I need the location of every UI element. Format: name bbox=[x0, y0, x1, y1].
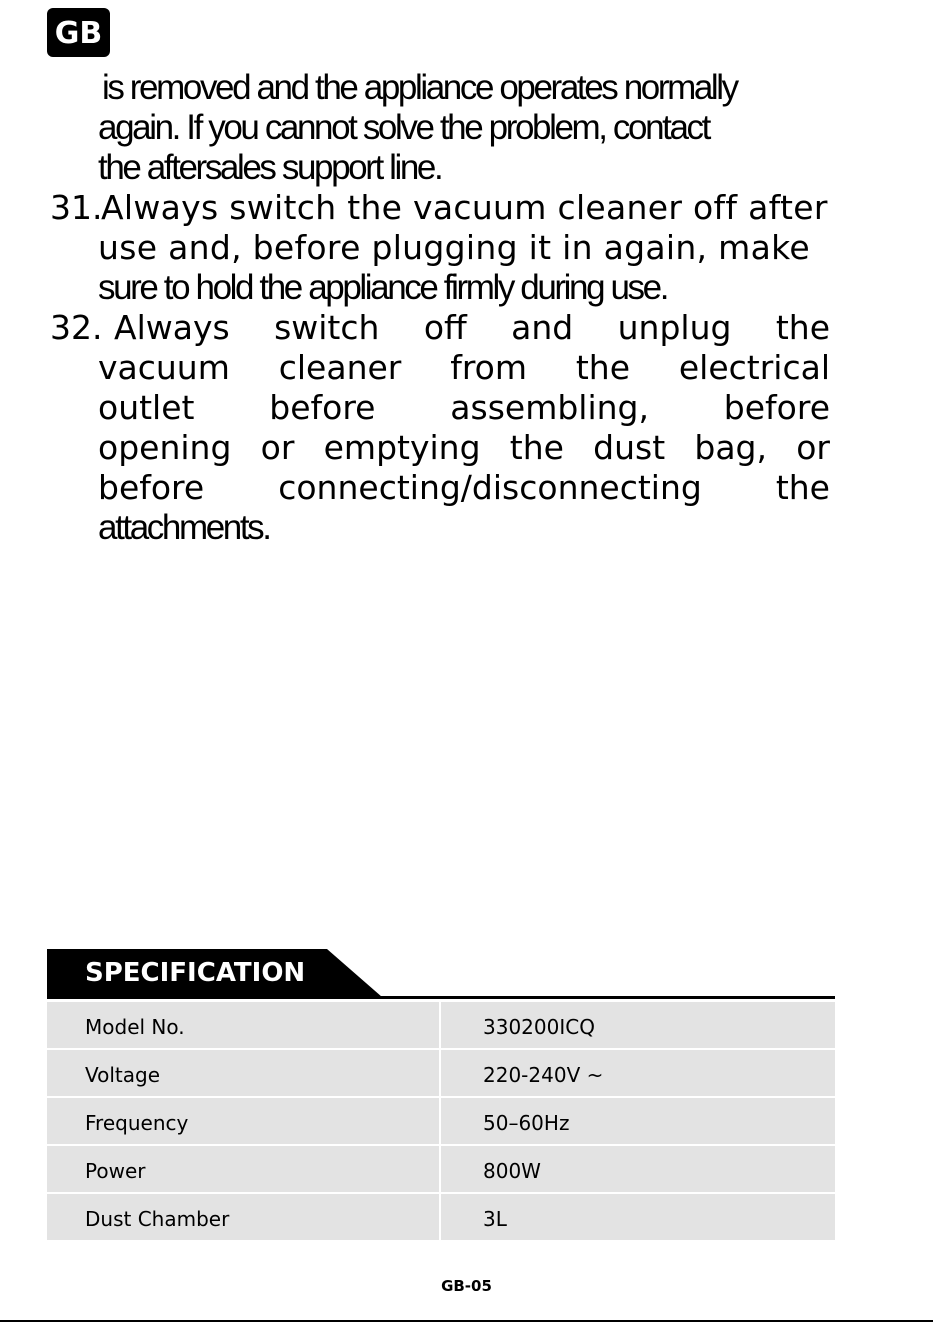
item-31-line-1: Always switch the vacuum cleaner off after bbox=[101, 188, 828, 227]
item-32-line-1: Always switch off and unplug the bbox=[114, 308, 830, 347]
continuation-line-1: is removed and the appliance operates normally bbox=[102, 68, 737, 107]
item-32-number: 32. bbox=[50, 308, 103, 347]
language-badge bbox=[47, 8, 110, 57]
language-badge-label: GB bbox=[54, 16, 103, 51]
item-32-line-6: attachments. bbox=[98, 508, 270, 547]
table-row bbox=[47, 1098, 835, 1144]
spec-label-frequency: Frequency bbox=[47, 1098, 439, 1144]
spec-value-model: 330200ICQ bbox=[441, 1002, 835, 1048]
page-bottom-divider bbox=[0, 1320, 933, 1322]
spec-label-voltage: Voltage bbox=[47, 1050, 439, 1096]
specification-title: SPECIFICATION bbox=[85, 958, 306, 988]
spec-label-model: Model No. bbox=[47, 1002, 439, 1048]
spec-value-dust-chamber: 3L bbox=[441, 1194, 835, 1240]
table-row bbox=[47, 1146, 835, 1192]
spec-value-frequency: 50–60Hz bbox=[441, 1098, 835, 1144]
continuation-line-2: again. If you cannot solve the problem, contact bbox=[98, 108, 709, 147]
item-31-line-3: sure to hold the appliance firmly during use. bbox=[98, 268, 668, 307]
item-31-line-2: use and, before plugging it in again, make bbox=[98, 228, 810, 267]
item-32-line-2: vacuum cleaner from the electrical bbox=[98, 348, 830, 387]
item-32-line-4: opening or emptying the dust bag, or bbox=[98, 428, 830, 467]
specification-divider bbox=[47, 996, 835, 999]
table-row bbox=[47, 1002, 835, 1048]
item-32-line-5: before connecting/disconnecting the bbox=[98, 468, 830, 507]
spec-label-power: Power bbox=[47, 1146, 439, 1192]
spec-value-power: 800W bbox=[441, 1146, 835, 1192]
item-32-line-3: outlet before assembling, before bbox=[98, 388, 830, 427]
table-row bbox=[47, 1194, 835, 1240]
item-31-number: 31. bbox=[50, 188, 103, 227]
specification-header bbox=[47, 949, 835, 999]
continuation-line-3: the aftersales support line. bbox=[98, 148, 442, 187]
table-row bbox=[47, 1050, 835, 1096]
page-number: GB-05 bbox=[441, 1277, 492, 1295]
spec-value-voltage: 220-240V ~ bbox=[441, 1050, 835, 1096]
spec-label-dust-chamber: Dust Chamber bbox=[47, 1194, 439, 1240]
